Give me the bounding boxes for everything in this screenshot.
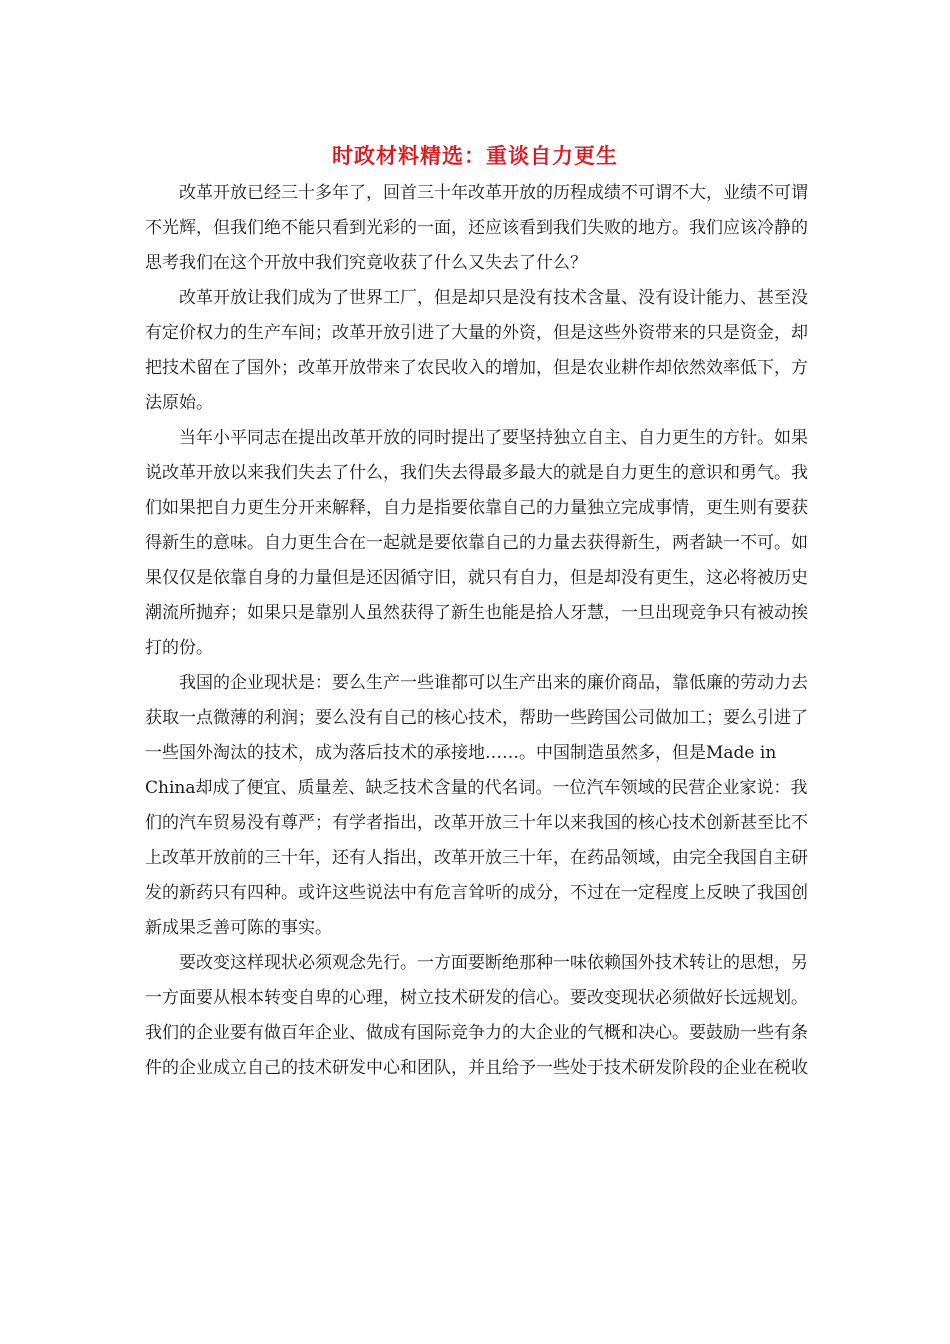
- document-title: 时政材料精选：重谈自力更生: [332, 144, 618, 168]
- text-line: 我国的企业现状是：要么生产一些谁都可以生产出来的廉价商品，靠低廉的劳动力去: [179, 673, 808, 693]
- text-line: 果仅仅是依靠自身的力量但是还因循守旧，就只有自力，但是却没有更生，这必将被历史: [145, 568, 808, 588]
- text-line: 说改革开放以来我们失去了什么，我们失去得最多最大的就是自力更生的意识和勇气。我: [145, 463, 808, 483]
- text-line: 一些国外淘汰的技术，成为落后技术的承接地……。中国制造虽然多，但是Made in: [145, 743, 777, 763]
- paragraph: [145, 666, 810, 946]
- text-line: 不光辉，但我们绝不能只看到光彩的一面，还应该看到我们失败的地方。我们应该冷静的: [145, 218, 808, 238]
- text-line: 改革开放已经三十多年了，回首三十年改革开放的历程成绩不可谓不大，业绩不可谓: [179, 183, 808, 203]
- text-line: 思考我们在这个开放中我们究竟收获了什么又失去了什么？: [145, 253, 587, 273]
- text-line: 们的汽车贸易没有尊严；有学者指出，改革开放三十年以来我国的核心技术创新甚至比不: [145, 813, 808, 833]
- text-line: 潮流所抛弃；如果只是靠别人虽然获得了新生也能是拾人牙慧，一旦出现竞争只有被动挨: [145, 603, 808, 623]
- text-line: 件的企业成立自己的技术研发中心和团队，并且给予一些处于技术研发阶段的企业在税收: [145, 1058, 808, 1078]
- text-line: 我们的企业要有做百年企业、做成有国际竞争力的大企业的气概和决心。要鼓励一些有条: [145, 1023, 808, 1043]
- text-line: 把技术留在了国外；改革开放带来了农民收入的增加，但是农业耕作却依然效率低下，方: [145, 358, 808, 378]
- text-line: China却成了便宜、质量差、缺乏技术含量的代名词。一位汽车领域的民营企业家说：我: [145, 778, 808, 798]
- text-line: 改革开放让我们成为了世界工厂，但是却只是没有技术含量、没有设计能力、甚至没: [179, 288, 808, 308]
- text-line: 们如果把自力更生分开来解释，自力是指要依靠自己的力量独立完成事情，更生则有要获: [145, 498, 808, 518]
- text-line: 法原始。: [145, 393, 213, 413]
- text-line: 有定价权力的生产车间；改革开放引进了大量的外资，但是这些外资带来的只是资金，却: [145, 323, 808, 343]
- text-line: 发的新药只有四种。或许这些说法中有危言耸听的成分，不过在一定程度上反映了我国创: [145, 883, 808, 903]
- paragraph: [145, 946, 810, 1086]
- text-line: 打的份。: [145, 638, 213, 658]
- text-line: 当年小平同志在提出改革开放的同时提出了要坚持独立自主、自力更生的方针。如果: [179, 428, 808, 448]
- text-line: 获取一点微薄的利润；要么没有自己的核心技术，帮助一些跨国公司做加工；要么引进了: [145, 708, 808, 728]
- text-line: 要改变这样现状必须观念先行。一方面要断绝那种一味依赖国外技术转让的思想，另: [179, 953, 808, 973]
- paragraph: [145, 421, 810, 666]
- paragraph: [145, 281, 810, 421]
- text-line: 一方面要从根本转变自卑的心理，树立技术研发的信心。要改变现状必须做好长远规划。: [145, 988, 808, 1008]
- paragraph: [145, 176, 810, 281]
- text-line: 上改革开放前的三十年，还有人指出，改革开放三十年，在药品领域，由完全我国自主研: [145, 848, 808, 868]
- text-line: 得新生的意味。自力更生合在一起就是要依靠自己的力量去获得新生，两者缺一不可。如: [145, 533, 808, 553]
- text-line: 新成果乏善可陈的事实。: [145, 918, 332, 938]
- document-body: [145, 176, 810, 1086]
